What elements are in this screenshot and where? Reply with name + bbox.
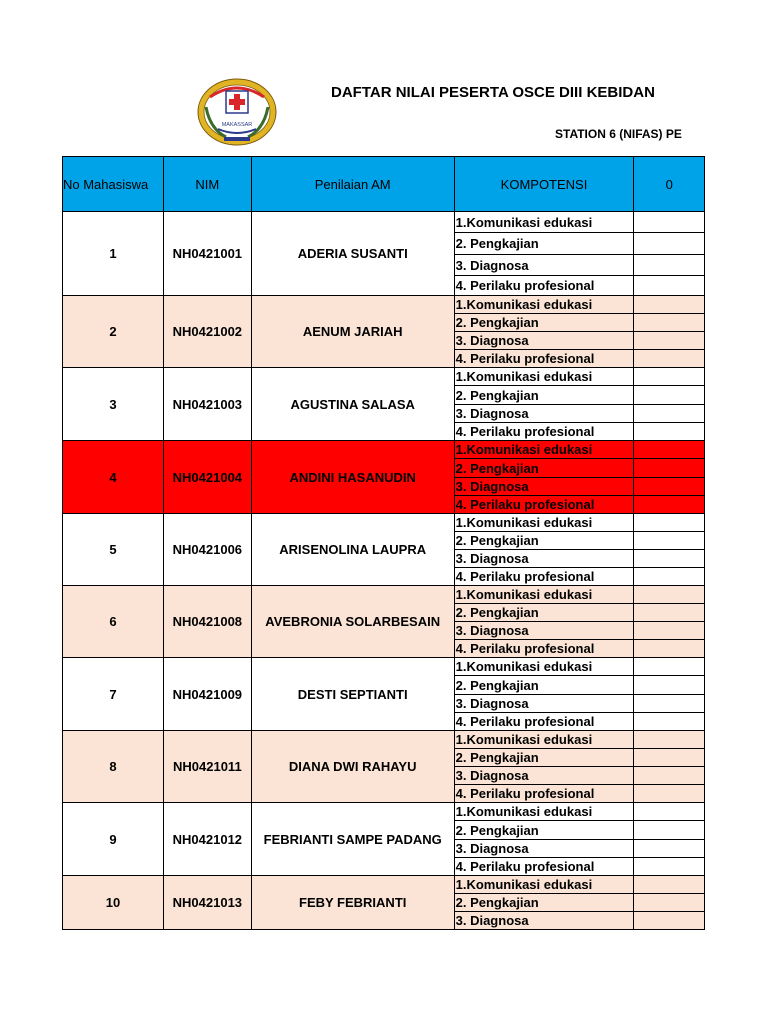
competency-cell[interactable]: 1.Komunikasi edukasi bbox=[454, 441, 634, 459]
competency-cell[interactable]: 4. Perilaku profesional bbox=[454, 713, 634, 731]
score-cell[interactable] bbox=[634, 676, 705, 695]
student-no-cell[interactable]: 1 bbox=[63, 212, 164, 296]
score-cell[interactable] bbox=[634, 550, 705, 568]
table-header-row bbox=[63, 157, 705, 212]
student-no-cell[interactable]: 5 bbox=[63, 514, 164, 586]
score-cell[interactable] bbox=[634, 767, 705, 785]
competency-cell[interactable]: 2. Pengkajian bbox=[454, 821, 634, 840]
competency-cell[interactable]: 1.Komunikasi edukasi bbox=[454, 731, 634, 749]
col-header-nim[interactable]: NIM bbox=[163, 157, 251, 212]
table-row bbox=[63, 658, 705, 676]
table-row bbox=[63, 441, 705, 459]
score-cell[interactable] bbox=[634, 803, 705, 821]
student-nim-cell[interactable]: NH0421008 bbox=[163, 586, 251, 658]
score-cell[interactable] bbox=[634, 785, 705, 803]
score-cell[interactable] bbox=[634, 314, 705, 332]
table-row bbox=[63, 296, 705, 314]
score-cell[interactable] bbox=[634, 821, 705, 840]
competency-cell[interactable]: 2. Pengkajian bbox=[454, 314, 634, 332]
student-name-cell[interactable]: AVEBRONIA SOLARBESAIN bbox=[251, 586, 454, 658]
score-cell[interactable] bbox=[634, 350, 705, 368]
student-name-cell[interactable]: DIANA DWI RAHAYU bbox=[251, 731, 454, 803]
table-row bbox=[63, 212, 705, 233]
student-name-cell[interactable]: ANDINI HASANUDIN bbox=[251, 441, 454, 514]
score-cell[interactable] bbox=[634, 604, 705, 622]
student-nim-cell[interactable]: NH0421003 bbox=[163, 368, 251, 441]
student-nim-cell[interactable]: NH0421012 bbox=[163, 803, 251, 876]
col-header-penilaian-am[interactable]: Penilaian AM bbox=[251, 157, 454, 212]
competency-cell[interactable]: 2. Pengkajian bbox=[454, 676, 634, 695]
student-name-cell[interactable]: DESTI SEPTIANTI bbox=[251, 658, 454, 731]
competency-cell[interactable]: 3. Diagnosa bbox=[454, 550, 634, 568]
score-cell[interactable] bbox=[634, 731, 705, 749]
logo-text: MAKASSAR bbox=[221, 122, 253, 128]
competency-cell[interactable]: 3. Diagnosa bbox=[454, 332, 634, 350]
competency-cell[interactable]: 2. Pengkajian bbox=[454, 749, 634, 767]
score-cell[interactable] bbox=[634, 568, 705, 586]
competency-cell[interactable]: 4. Perilaku profesional bbox=[454, 496, 634, 514]
student-nim-cell[interactable]: NH0421009 bbox=[163, 658, 251, 731]
score-cell[interactable] bbox=[634, 441, 705, 459]
score-cell[interactable] bbox=[634, 713, 705, 731]
student-name-cell[interactable]: AGUSTINA SALASA bbox=[251, 368, 454, 441]
score-cell[interactable] bbox=[634, 658, 705, 676]
student-no-cell[interactable]: 8 bbox=[63, 731, 164, 803]
score-cell[interactable] bbox=[634, 233, 705, 255]
col-header-no-mahasiswa[interactable]: No Mahasiswa bbox=[63, 157, 164, 212]
student-no-cell[interactable]: 9 bbox=[63, 803, 164, 876]
competency-cell[interactable]: 4. Perilaku profesional bbox=[454, 568, 634, 586]
score-cell[interactable] bbox=[634, 640, 705, 658]
score-cell[interactable] bbox=[634, 459, 705, 478]
competency-cell[interactable]: 4. Perilaku profesional bbox=[454, 276, 634, 296]
score-cell[interactable] bbox=[634, 840, 705, 858]
competency-cell[interactable]: 4. Perilaku profesional bbox=[454, 350, 634, 368]
score-cell[interactable] bbox=[634, 368, 705, 386]
competency-cell[interactable]: 4. Perilaku profesional bbox=[454, 785, 634, 803]
score-cell[interactable] bbox=[634, 695, 705, 713]
student-no-cell[interactable]: 10 bbox=[63, 876, 164, 930]
competency-cell[interactable]: 4. Perilaku profesional bbox=[454, 423, 634, 441]
competency-cell[interactable]: 3. Diagnosa bbox=[454, 695, 634, 713]
score-cell[interactable] bbox=[634, 894, 705, 912]
competency-cell[interactable]: 1.Komunikasi edukasi bbox=[454, 514, 634, 532]
student-name-cell[interactable]: FEBRIANTI SAMPE PADANG bbox=[251, 803, 454, 876]
score-cell[interactable] bbox=[634, 876, 705, 894]
student-nim-cell[interactable]: NH0421006 bbox=[163, 514, 251, 586]
competency-cell[interactable]: 1.Komunikasi edukasi bbox=[454, 586, 634, 604]
student-no-cell[interactable]: 2 bbox=[63, 296, 164, 368]
competency-cell[interactable]: 3. Diagnosa bbox=[454, 767, 634, 785]
score-cell[interactable] bbox=[634, 586, 705, 604]
score-cell[interactable] bbox=[634, 332, 705, 350]
col-header-score-0[interactable]: 0 bbox=[634, 157, 705, 212]
competency-cell[interactable]: 2. Pengkajian bbox=[454, 233, 634, 255]
competency-cell[interactable]: 1.Komunikasi edukasi bbox=[454, 658, 634, 676]
competency-cell[interactable]: 2. Pengkajian bbox=[454, 894, 634, 912]
competency-cell[interactable]: 3. Diagnosa bbox=[454, 405, 634, 423]
score-cell[interactable] bbox=[634, 532, 705, 550]
competency-cell[interactable]: 3. Diagnosa bbox=[454, 912, 634, 930]
score-cell[interactable] bbox=[634, 423, 705, 441]
competency-cell[interactable]: 3. Diagnosa bbox=[454, 255, 634, 276]
table-row bbox=[63, 514, 705, 532]
student-no-cell[interactable]: 3 bbox=[63, 368, 164, 441]
competency-cell[interactable]: 3. Diagnosa bbox=[454, 622, 634, 640]
score-cell[interactable] bbox=[634, 296, 705, 314]
competency-cell[interactable]: 2. Pengkajian bbox=[454, 386, 634, 405]
competency-cell[interactable]: 3. Diagnosa bbox=[454, 478, 634, 496]
score-cell[interactable] bbox=[634, 912, 705, 930]
score-cell[interactable] bbox=[634, 276, 705, 296]
competency-cell[interactable]: 2. Pengkajian bbox=[454, 459, 634, 478]
student-name-cell[interactable]: ADERIA SUSANTI bbox=[251, 212, 454, 296]
score-table bbox=[62, 156, 705, 930]
score-cell[interactable] bbox=[634, 212, 705, 233]
score-cell[interactable] bbox=[634, 478, 705, 496]
table-row bbox=[63, 586, 705, 604]
student-nim-cell[interactable]: NH0421002 bbox=[163, 296, 251, 368]
table-row bbox=[63, 876, 705, 894]
competency-cell[interactable]: 3. Diagnosa bbox=[454, 840, 634, 858]
table-row bbox=[63, 803, 705, 821]
col-header-kompotensi[interactable]: KOMPOTENSI bbox=[454, 157, 634, 212]
score-cell[interactable] bbox=[634, 749, 705, 767]
score-cell[interactable] bbox=[634, 496, 705, 514]
table-row bbox=[63, 368, 705, 386]
score-cell[interactable] bbox=[634, 255, 705, 276]
student-nim-cell[interactable]: NH0421004 bbox=[163, 441, 251, 514]
competency-cell[interactable]: 1.Komunikasi edukasi bbox=[454, 368, 634, 386]
competency-cell[interactable]: 1.Komunikasi edukasi bbox=[454, 876, 634, 894]
competency-cell[interactable]: 1.Komunikasi edukasi bbox=[454, 803, 634, 821]
competency-cell[interactable]: 1.Komunikasi edukasi bbox=[454, 212, 634, 233]
student-nim-cell[interactable]: NH0421001 bbox=[163, 212, 251, 296]
score-cell[interactable] bbox=[634, 405, 705, 423]
competency-cell[interactable]: 4. Perilaku profesional bbox=[454, 640, 634, 658]
page-subtitle: STATION 6 (NIFAS) PE bbox=[555, 127, 682, 141]
student-no-cell[interactable]: 6 bbox=[63, 586, 164, 658]
student-nim-cell[interactable]: NH0421013 bbox=[163, 876, 251, 930]
student-name-cell[interactable]: ARISENOLINA LAUPRA bbox=[251, 514, 454, 586]
score-cell[interactable] bbox=[634, 622, 705, 640]
student-nim-cell[interactable]: NH0421011 bbox=[163, 731, 251, 803]
table-row bbox=[63, 731, 705, 749]
student-name-cell[interactable]: AENUM JARIAH bbox=[251, 296, 454, 368]
competency-cell[interactable]: 2. Pengkajian bbox=[454, 532, 634, 550]
student-name-cell[interactable]: FEBY FEBRIANTI bbox=[251, 876, 454, 930]
student-no-cell[interactable]: 7 bbox=[63, 658, 164, 731]
score-cell[interactable] bbox=[634, 386, 705, 405]
page-title: DAFTAR NILAI PESERTA OSCE DIII KEBIDAN bbox=[331, 84, 655, 101]
competency-cell[interactable]: 1.Komunikasi edukasi bbox=[454, 296, 634, 314]
competency-cell[interactable]: 4. Perilaku profesional bbox=[454, 858, 634, 876]
score-cell[interactable] bbox=[634, 858, 705, 876]
student-no-cell[interactable]: 4 bbox=[63, 441, 164, 514]
competency-cell[interactable]: 2. Pengkajian bbox=[454, 604, 634, 622]
score-cell[interactable] bbox=[634, 514, 705, 532]
